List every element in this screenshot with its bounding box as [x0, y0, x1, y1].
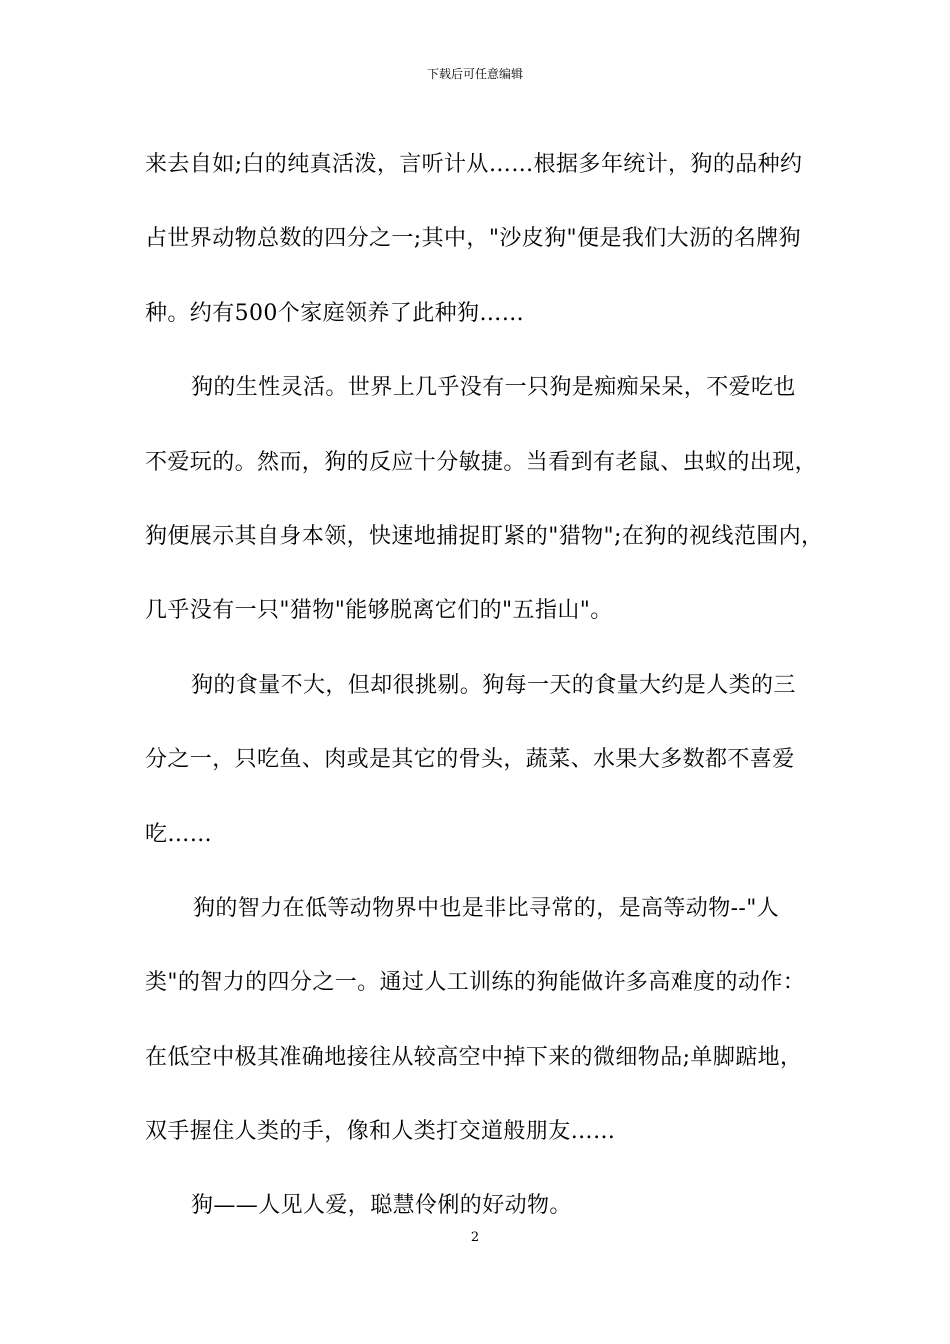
paragraph-2 — [145, 351, 825, 649]
page-number: 2 — [470, 1230, 480, 1245]
paragraph-line: 狗的智力在低等动物界中也是非比寻常的，是高等动物--"人 — [193, 895, 780, 921]
paragraph-line: 类"的智力的四分之一。通过人工训练的狗能做许多高难度的动作： — [145, 970, 806, 996]
paragraph-line: 来去自如;白的纯真活泼，言听计从……根据多年统计，狗的品种约 — [145, 152, 803, 177]
paragraph-line: 狗的生性灵活。世界上几乎没有一只狗是痴痴呆呆，不爱吃也 — [191, 375, 796, 401]
paragraph-line: 狗的食量不大，但却很挑剔。狗每一天的食量大约是人类的三 — [191, 672, 796, 698]
paragraph-3 — [145, 649, 825, 872]
paragraph-line: 狗便展示其自身本领，快速地捕捉盯紧的"猎物";在狗的视线范围内， — [145, 523, 824, 549]
paragraph-line: 几乎没有一只"猎物"能够脱离它们的"五指山"。 — [145, 598, 613, 624]
paragraph-line: 双手握住人类的手，像和人类打交道般朋友…… — [145, 1119, 616, 1145]
paragraph-line: 种。约有500个家庭领养了此种狗…… — [145, 300, 525, 326]
paragraph-line: 吃…… — [145, 821, 213, 847]
paragraph-line: 分之一，只吃鱼、肉或是其它的骨头，蔬菜、水果大多数都不喜爱 — [145, 747, 795, 773]
page-header: 下载后可任意编辑 — [426, 67, 523, 81]
paragraph-line: 在低空中极其准确地接往从较高空中掉下来的微细物品;单脚踮地， — [145, 1044, 803, 1070]
paragraph-4 — [145, 872, 825, 1170]
document-body — [145, 128, 825, 1244]
paragraph-1 — [145, 128, 825, 351]
paragraph-line: 不爱玩的。然而，狗的反应十分敏捷。当看到有老鼠、虫蚁的出现， — [145, 449, 818, 475]
paragraph-line: 占世界动物总数的四分之一;其中，"沙皮狗"便是我们大沥的名牌狗 — [145, 226, 802, 252]
paragraph-line: 狗——人见人爱，聪慧伶俐的好动物。 — [191, 1193, 572, 1219]
